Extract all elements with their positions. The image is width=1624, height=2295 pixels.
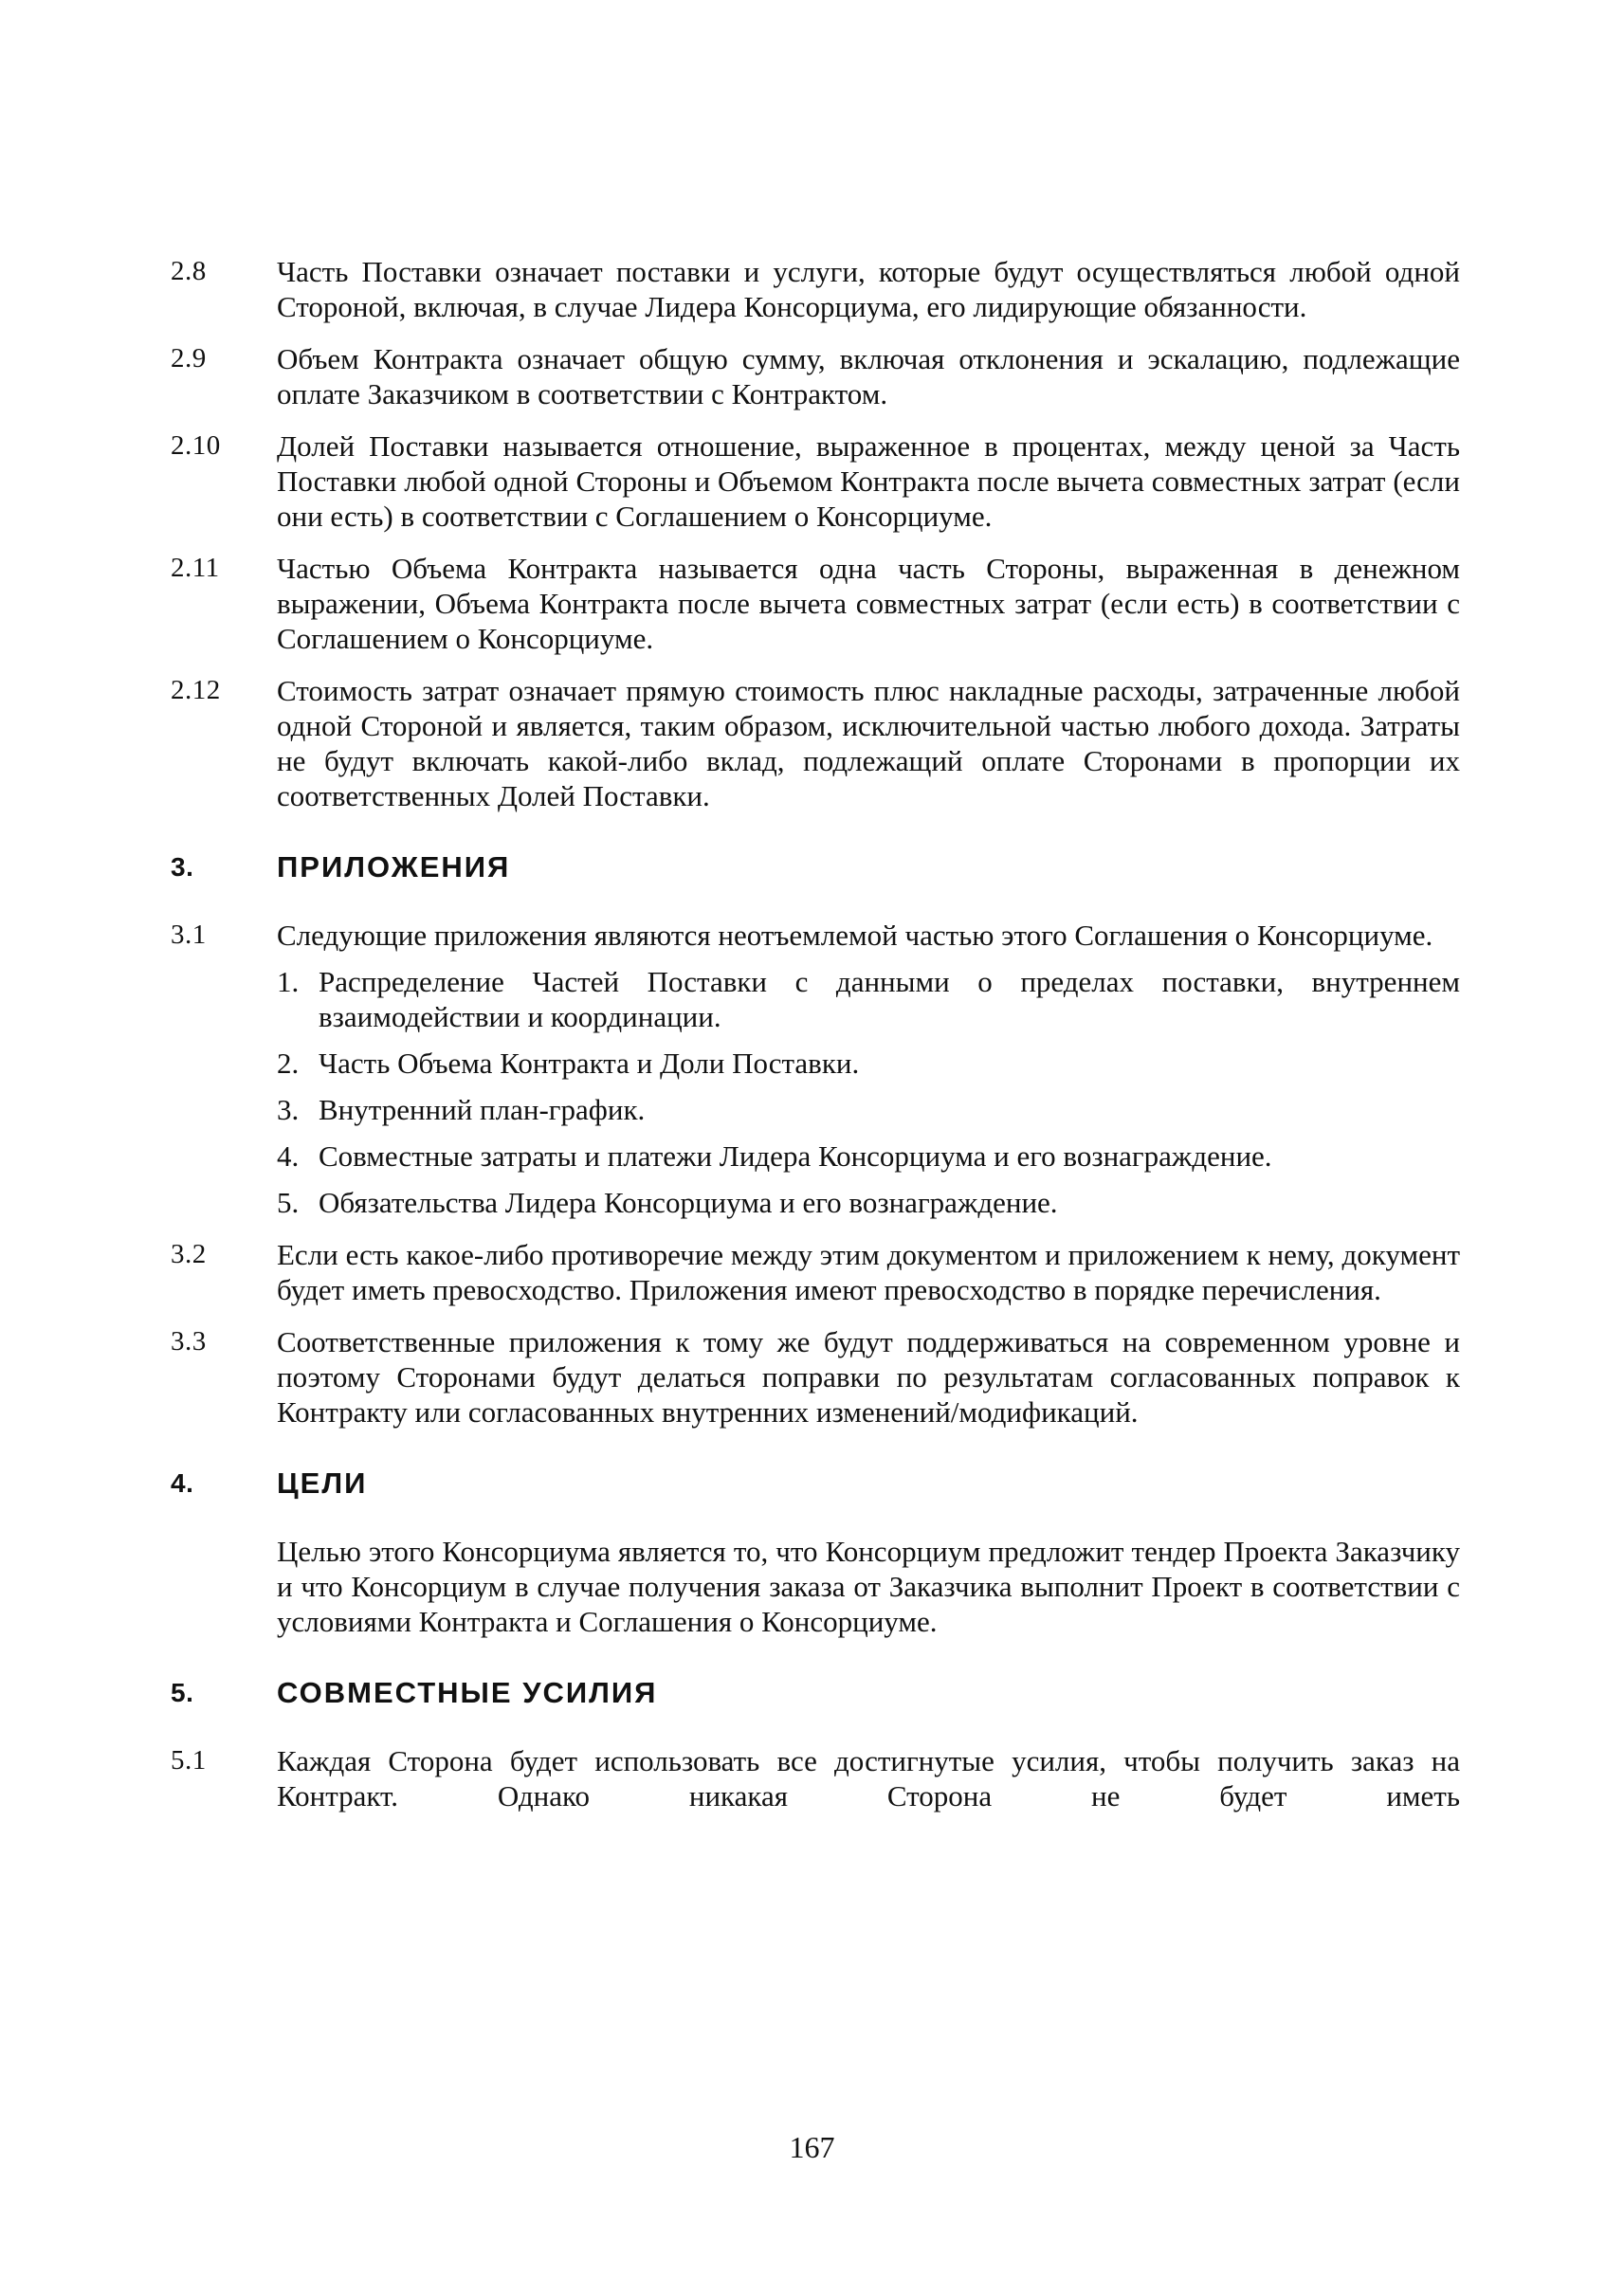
clause-text: Частью Объема Контракта называется одна часть Стороны, выраженная в денежном выражении, Объема Контракта после вычета совместных затрат (если есть) в соответствии с Соглашением о Консорциуме. — [277, 552, 1460, 655]
list-item — [277, 964, 1460, 1034]
clause-text: Следующие приложения являются неотъемлемой частью этого Соглашения о Консорциуме. — [277, 919, 1433, 952]
clause-text: Каждая Сторона будет использовать все достигнутые усилия, чтобы получить заказ на Контракт. Однако никакая Сторона не будет иметь — [277, 1744, 1460, 1812]
list-item — [277, 1185, 1460, 1220]
clause-2-9 — [171, 341, 1460, 411]
list-item-number: 4. — [277, 1139, 300, 1173]
goals-paragraph — [277, 1534, 1460, 1639]
paragraph-text: Целью этого Консорциума является то, что Консорциум предложит тендер Проекта Заказчику и что Консорциум в случае получения заказа от Заказчика выполнит Проект в соответствии с условиями Контракта и Соглашения о Консорциуме. — [277, 1535, 1460, 1638]
clause-3-3 — [171, 1324, 1460, 1430]
clause-number: 2.9 — [171, 343, 207, 373]
list-item-text: Распределение Частей Поставки с данными о пределах поставки, внутреннем взаимодействии и координации. — [319, 965, 1460, 1033]
clause-number: 2.11 — [171, 553, 220, 583]
list-item-number: 1. — [277, 965, 300, 998]
clause-text: Если есть какое-либо противоречие между этим документом и приложением к нему, документ будет иметь превосходство. Приложения имеют превосходство в порядке перечисления. — [277, 1238, 1460, 1306]
clause-number: 2.12 — [171, 675, 221, 705]
clause-number: 3.1 — [171, 920, 207, 950]
section-title: ПРИЛОЖЕНИЯ — [277, 850, 511, 883]
section-heading-goals — [171, 1467, 1460, 1500]
page-number: 167 — [789, 2130, 835, 2164]
clause-5-1 — [171, 1743, 1460, 1813]
section-number: 5. — [171, 1678, 194, 1707]
clause-number: 3.3 — [171, 1326, 207, 1357]
clause-number: 3.2 — [171, 1239, 207, 1269]
section-title: СОВМЕСТНЫЕ УСИЛИЯ — [277, 1676, 658, 1709]
list-item — [277, 1092, 1460, 1127]
list-item — [277, 1046, 1460, 1081]
list-item-number: 5. — [277, 1186, 300, 1219]
clause-2-8 — [171, 254, 1460, 324]
list-item-text: Часть Объема Контракта и Доли Поставки. — [319, 1047, 860, 1080]
clause-2-10 — [171, 428, 1460, 534]
section-number: 3. — [171, 852, 194, 882]
section-heading-appendices — [171, 851, 1460, 883]
clause-number: 2.8 — [171, 256, 207, 286]
document-body — [171, 254, 1460, 1831]
appendix-list — [277, 964, 1460, 1220]
list-item-text: Внутренний план-график. — [319, 1093, 646, 1126]
clause-number: 5.1 — [171, 1745, 207, 1776]
clause-3-1 — [171, 918, 1460, 953]
clause-text: Соответственные приложения к тому же будут поддерживаться на современном уровне и поэтому Сторонами будут делаться поправки по результатам согласованных поправок к Контракту или согласованных внутренних изменений/модификаций. — [277, 1325, 1460, 1429]
clause-text: Долей Поставки называется отношение, выраженное в процентах, между ценой за Часть Поставки любой одной Стороны и Объемом Контракта после вычета совместных затрат (если они есть) в соответствии с Соглашением о Консорциуме. — [277, 429, 1460, 533]
clause-text: Объем Контракта означает общую сумму, включая отклонения и эскалацию, подлежащие оплате Заказчиком в соответствии с Контрактом. — [277, 342, 1460, 410]
list-item-text: Обязательства Лидера Консорциума и его вознаграждение. — [319, 1186, 1058, 1219]
list-item-text: Совместные затраты и платежи Лидера Консорциума и его вознаграждение. — [319, 1139, 1272, 1173]
clause-2-12 — [171, 673, 1460, 813]
list-item-number: 2. — [277, 1047, 300, 1080]
list-item-number: 3. — [277, 1093, 300, 1126]
section-heading-joint-efforts — [171, 1677, 1460, 1709]
list-item — [277, 1138, 1460, 1174]
clause-text: Часть Поставки означает поставки и услуги, которые будут осуществляться любой одной Стороной, включая, в случае Лидера Консорциума, его лидирующие обязанности. — [277, 255, 1460, 323]
clause-text: Стоимость затрат означает прямую стоимость плюс накладные расходы, затраченные любой одной Стороной и является, таким образом, исключительной частью любого дохода. Затраты не будут включать какой-либо вклад, подлежащий оплате Сторонами в пропорции их соответственных Долей Поставки. — [277, 674, 1460, 812]
clause-number: 2.10 — [171, 430, 221, 461]
clause-2-11 — [171, 551, 1460, 656]
clause-3-2 — [171, 1237, 1460, 1307]
section-number: 4. — [171, 1468, 194, 1498]
section-title: ЦЕЛИ — [277, 1466, 368, 1500]
